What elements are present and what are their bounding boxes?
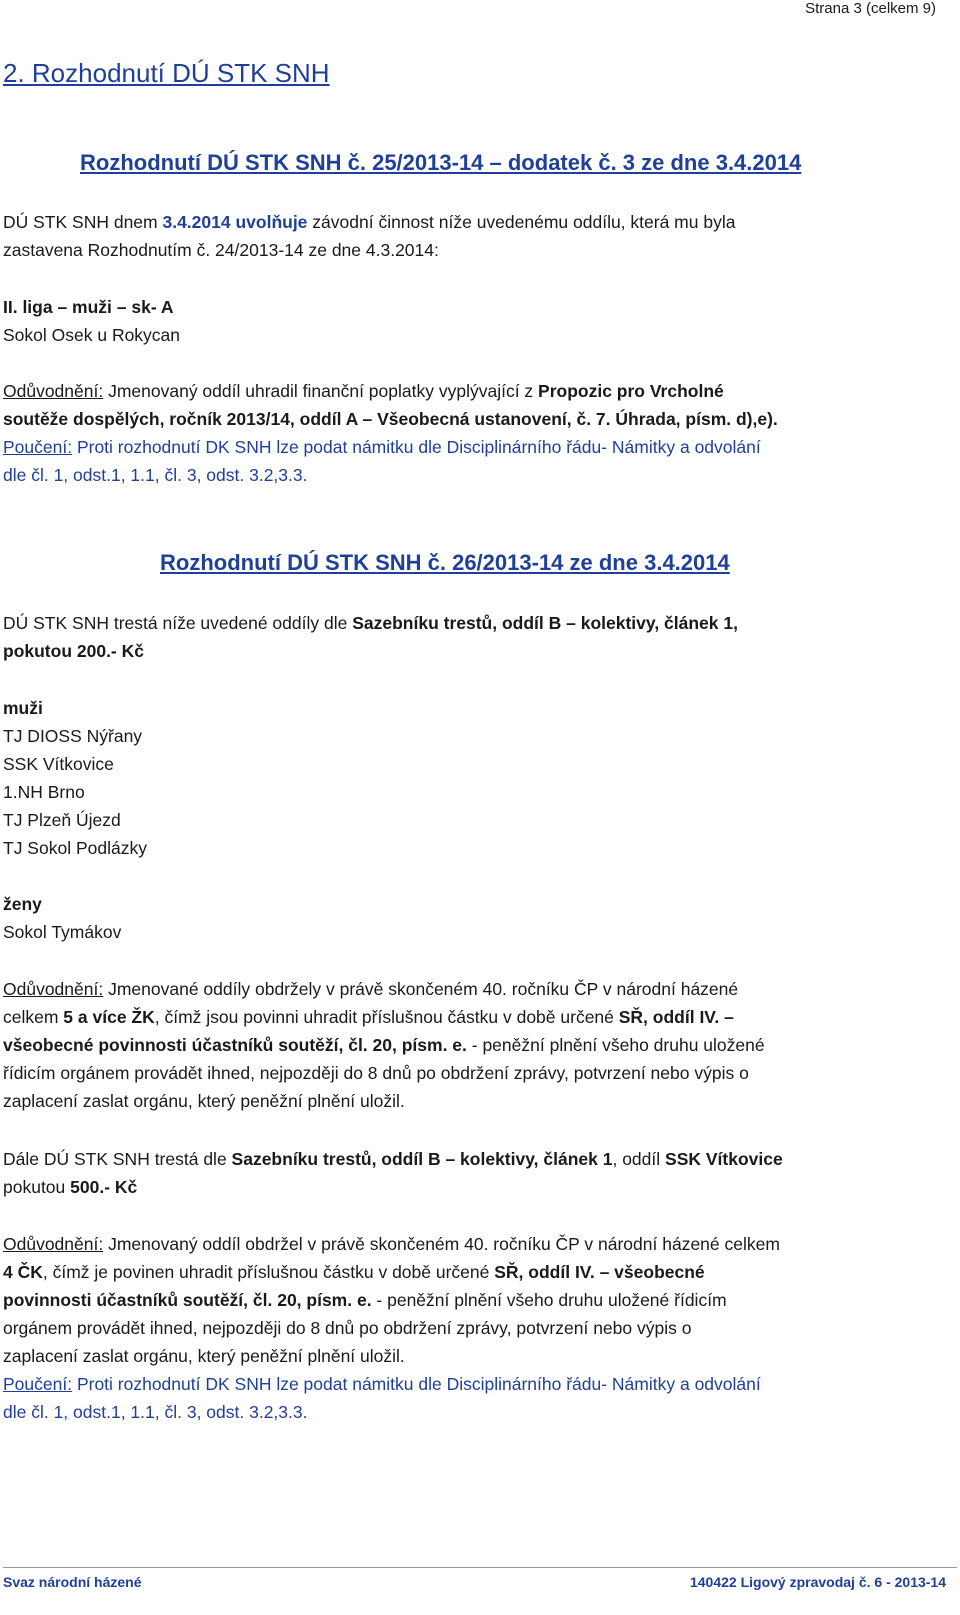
reason-text: Jmenovaný oddíl obdržel v právě skončeném 40. ročníku ČP v národní házené celkem xyxy=(103,1234,780,1254)
reason-reference: Propozic pro Vrcholné xyxy=(538,381,724,401)
list-item: SSK Vítkovice xyxy=(3,754,114,774)
reason-text: - peněžní plnění všeho druhu uložené xyxy=(466,1035,765,1055)
notice-text: Proti rozhodnutí DK SNH lze podat námitku dle Disciplinárního řádu- Námitky a odvolání xyxy=(72,1374,761,1394)
reason-text: Jmenovaný oddíl uhradil finanční poplatky vyplývající z xyxy=(103,381,539,401)
reason-text: , čímž jsou povinni uhradit příslušnou částku v době určené xyxy=(154,1007,619,1027)
notice-text: Proti rozhodnutí DK SNH lze podat námitku dle Disciplinárního řádu- Námitky a odvolání xyxy=(72,437,761,457)
decision-25-title: Rozhodnutí DÚ STK SNH č. 25/2013-14 – dodatek č. 3 ze dne 3.4.2014 xyxy=(80,150,802,175)
decision-25-notice-line2: dle čl. 1, odst.1, 1.1, čl. 3, odst. 3.2,3.3. xyxy=(3,465,308,485)
card-count: 5 a více ŽK xyxy=(63,1007,155,1027)
decision-26-reason2 xyxy=(3,1230,780,1258)
men-label: muži xyxy=(3,698,43,718)
intro-text: DÚ STK SNH trestá níže uvedené oddíly dle xyxy=(3,613,353,633)
extra-penalty xyxy=(3,1145,783,1173)
page-number: Strana 3 (celkem 9) xyxy=(805,0,936,17)
decision-26-notice-line2: dle čl. 1, odst.1, 1.1, čl. 3, odst. 3.2,3.3. xyxy=(3,1402,308,1422)
decision-26-notice xyxy=(3,1370,761,1398)
list-item: TJ Plzeň Újezd xyxy=(3,810,121,830)
league-name: II. liga – muži – sk- A xyxy=(3,297,174,317)
list-item: TJ DIOSS Nýřany xyxy=(3,726,143,746)
rule-reference: SŘ, oddíl IV. – všeobecné xyxy=(494,1262,705,1282)
list-item: Sokol Tymákov xyxy=(3,922,122,942)
women-label: ženy xyxy=(3,894,42,914)
decision-26-reason-line4: řídicím orgánem provádět ihned, nejpozději do 8 dnů po obdržení zprávy, potvrzení nebo výpis o xyxy=(3,1063,749,1083)
extra-text: , oddíl xyxy=(612,1149,666,1169)
rule-reference: všeobecné povinnosti účastníků soutěží, čl. 20, písm. e. xyxy=(3,1035,467,1055)
penalty-amount: 500.- Kč xyxy=(70,1177,138,1197)
extra-text: pokutou xyxy=(3,1177,71,1197)
reason-text: celkem xyxy=(3,1007,64,1027)
decision-26-intro xyxy=(3,609,738,637)
notice-label: Poučení: xyxy=(3,437,73,457)
reason-label: Odůvodnění: xyxy=(3,979,104,999)
decision-26-title: Rozhodnutí DÚ STK SNH č. 26/2013-14 ze dne 3.4.2014 xyxy=(160,550,730,575)
penalty-reference: Sazebníku trestů, oddíl B – kolektivy, článek 1 xyxy=(231,1149,613,1169)
penalty-reference: Sazebníku trestů, oddíl B – kolektivy, článek 1, xyxy=(352,613,738,633)
rule-reference: SŘ, oddíl IV. – xyxy=(618,1007,734,1027)
release-date: 3.4.2014 uvolňuje xyxy=(162,212,308,232)
decision-25-notice xyxy=(3,433,761,461)
section-heading: 2. Rozhodnutí DÚ STK SNH xyxy=(3,58,330,88)
team-name: Sokol Osek u Rokycan xyxy=(3,325,181,345)
decision-26-reason2-line5: zaplacení zaslat orgánu, který peněžní plnění uložil. xyxy=(3,1346,405,1366)
decision-26-reason2-line2 xyxy=(3,1258,705,1286)
card-count: 4 ČK xyxy=(3,1262,43,1282)
intro-text: DÚ STK SNH dnem xyxy=(3,212,163,232)
footer-organization: Svaz národní házené xyxy=(3,1574,142,1590)
reason-label: Odůvodnění: xyxy=(3,381,104,401)
decision-26-reason2-line3 xyxy=(3,1286,727,1314)
decision-26-reason2-line4: orgánem provádět ihned, nejpozději do 8 dnů po obdržení zprávy, potvrzení nebo výpis o xyxy=(3,1318,692,1338)
rule-reference: povinnosti účastníků soutěží, čl. 20, písm. e. xyxy=(3,1290,372,1310)
intro-text-rest: závodní činnost níže uvedenému oddílu, která mu byla xyxy=(307,212,736,232)
penalized-team: SSK Vítkovice xyxy=(665,1149,783,1169)
list-item: TJ Sokol Podlázky xyxy=(3,838,147,858)
reason-text: - peněžní plnění všeho druhu uložené řídicím xyxy=(371,1290,727,1310)
decision-26-reason xyxy=(3,975,738,1003)
footer-issue: 140422 Ligový zpravodaj č. 6 - 2013-14 xyxy=(689,1574,946,1590)
decision-25-reason-line2: soutěže dospělých, ročník 2013/14, oddíl A – Všeobecná ustanovení, č. 7. Úhrada, písm. d),e). xyxy=(3,409,778,429)
decision-26-reason-line2 xyxy=(3,1003,734,1031)
reason-text: , čímž je povinen uhradit příslušnou částku v době určené xyxy=(42,1262,495,1282)
decision-25-intro-line2: zastavena Rozhodnutím č. 24/2013-14 ze dne 4.3.2014: xyxy=(3,240,439,260)
decision-25-reason xyxy=(3,377,724,405)
penalty-amount: pokutou 200.- Kč xyxy=(3,641,144,661)
notice-label: Poučení: xyxy=(3,1374,73,1394)
extra-penalty-line2 xyxy=(3,1173,137,1201)
list-item: 1.NH Brno xyxy=(3,782,85,802)
decision-26-reason-line5: zaplacení zaslat orgánu, který peněžní plnění uložil. xyxy=(3,1091,405,1111)
extra-text: Dále DÚ STK SNH trestá dle xyxy=(3,1149,232,1169)
footer-divider xyxy=(3,1567,957,1568)
reason-text: Jmenované oddíly obdržely v právě skončeném 40. ročníku ČP v národní házené xyxy=(103,979,739,999)
decision-25-intro xyxy=(3,208,735,236)
decision-26-reason-line3 xyxy=(3,1031,765,1059)
reason-label: Odůvodnění: xyxy=(3,1234,104,1254)
